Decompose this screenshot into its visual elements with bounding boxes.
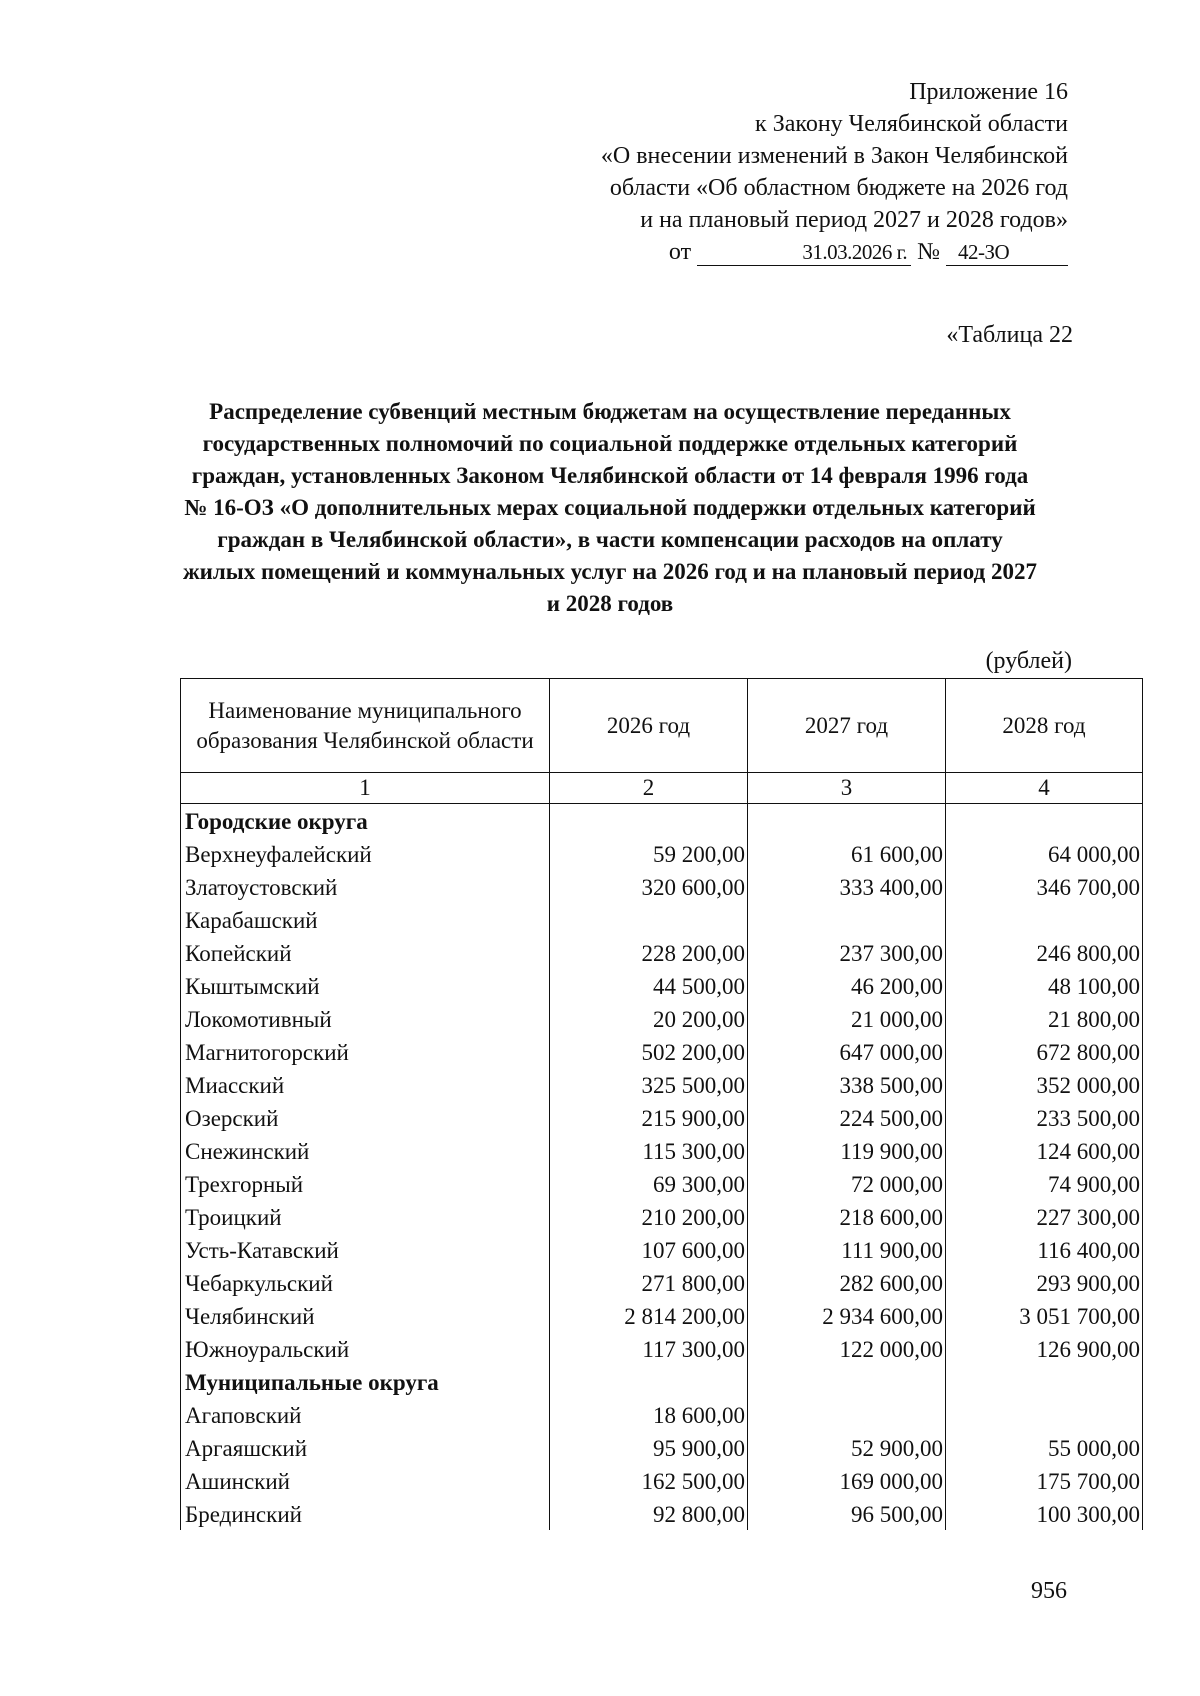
value-2026: 215 900,00 [550, 1101, 748, 1134]
municipality-name: Озерский [181, 1101, 550, 1134]
municipality-name: Чебаркульский [181, 1266, 550, 1299]
value-2026: 502 200,00 [550, 1035, 748, 1068]
municipality-name: Златоустовский [181, 870, 550, 903]
value-2026: 115 300,00 [550, 1134, 748, 1167]
value-2028 [946, 903, 1143, 936]
value-2028: 346 700,00 [946, 870, 1143, 903]
table-row [181, 1299, 1143, 1332]
value-2028: 126 900,00 [946, 1332, 1143, 1365]
value-2028: 227 300,00 [946, 1200, 1143, 1233]
municipality-name: Троицкий [181, 1200, 550, 1233]
value-2028: 352 000,00 [946, 1068, 1143, 1101]
value-2028: 64 000,00 [946, 837, 1143, 870]
value-2028: 48 100,00 [946, 969, 1143, 1002]
municipality-name: Брединский [181, 1497, 550, 1530]
law-reference: к Закону Челябинской области [755, 111, 1068, 137]
value-2027: 52 900,00 [748, 1431, 946, 1464]
value-2026: 271 800,00 [550, 1266, 748, 1299]
value-2026: 320 600,00 [550, 870, 748, 903]
value-2026: 44 500,00 [550, 969, 748, 1002]
document-title: Распределение субвенций местным бюджетам на осуществление переданных государственных полномочий по социальной поддержке отдельных категорий граждан, установленных Законом Челябинской области от 14 февраля 1996 года № 16-ОЗ «О дополнительных мерах социальной поддержки отдельных категорий граждан в Челябинской области», в части компенсации расходов на оплату жилых помещений и коммунальных услуг на 2026 год и на плановый период 2027 и 2028 годов [182, 399, 1038, 616]
value-2028: 74 900,00 [946, 1167, 1143, 1200]
law-title-line-1: «О внесении изменений в Закон Челябинской [600, 143, 1068, 169]
municipality-name: Копейский [181, 936, 550, 969]
column-number-row [181, 773, 1143, 804]
value-2027: 46 200,00 [748, 969, 946, 1002]
value-2028: 124 600,00 [946, 1134, 1143, 1167]
value-2027: 169 000,00 [748, 1464, 946, 1497]
value-2027: 72 000,00 [748, 1167, 946, 1200]
value-2028: 175 700,00 [946, 1464, 1143, 1497]
value-2026: 69 300,00 [550, 1167, 748, 1200]
municipality-name: Агаповский [181, 1398, 550, 1431]
value-2028: 233 500,00 [946, 1101, 1143, 1134]
table-row [181, 1266, 1143, 1299]
units-label: (рублей) [985, 648, 1072, 674]
column-number-1: 1 [181, 773, 550, 804]
table-row [181, 1497, 1143, 1530]
law-date-number-line [508, 236, 1068, 268]
table-row [181, 1101, 1143, 1134]
table-body [181, 804, 1143, 1531]
column-number-2: 2 [550, 773, 748, 804]
value-2026: 20 200,00 [550, 1002, 748, 1035]
section-title: Муниципальные округа [181, 1365, 550, 1398]
value-2027: 224 500,00 [748, 1101, 946, 1134]
value-2027: 2 934 600,00 [748, 1299, 946, 1332]
column-header-2027: 2027 год [748, 679, 946, 773]
table-row [181, 1398, 1143, 1431]
table-row [181, 870, 1143, 903]
municipality-name: Южноуральский [181, 1332, 550, 1365]
municipality-name: Карабашский [181, 903, 550, 936]
value-2027: 96 500,00 [748, 1497, 946, 1530]
table-row [181, 903, 1143, 936]
value-2026: 92 800,00 [550, 1497, 748, 1530]
column-header-municipality: Наименование муниципального образования Челябинской области [181, 679, 550, 773]
appendix-header [508, 76, 1068, 268]
table-row [181, 1431, 1143, 1464]
value-2027: 333 400,00 [748, 870, 946, 903]
value-2028: 55 000,00 [946, 1431, 1143, 1464]
municipality-name: Ашинский [181, 1464, 550, 1497]
municipality-name: Аргаяшский [181, 1431, 550, 1464]
law-title-line-3: и на плановый период 2027 и 2028 годов» [640, 207, 1068, 233]
table-row [181, 1167, 1143, 1200]
value-2026: 228 200,00 [550, 936, 748, 969]
value-2027: 119 900,00 [748, 1134, 946, 1167]
value-2027: 122 000,00 [748, 1332, 946, 1365]
section-header-row [181, 1365, 1143, 1398]
table-row [181, 837, 1143, 870]
column-header-2028: 2028 год [946, 679, 1143, 773]
table-row [181, 1200, 1143, 1233]
value-2027 [748, 903, 946, 936]
municipality-name: Верхнеуфалейский [181, 837, 550, 870]
table-row [181, 1068, 1143, 1101]
value-2026: 117 300,00 [550, 1332, 748, 1365]
law-number: 42-ЗО [946, 239, 1068, 266]
municipality-name: Усть-Катавский [181, 1233, 550, 1266]
municipality-name: Локомотивный [181, 1002, 550, 1035]
value-2026: 162 500,00 [550, 1464, 748, 1497]
value-2028: 21 800,00 [946, 1002, 1143, 1035]
value-2028: 246 800,00 [946, 936, 1143, 969]
table-row [181, 1332, 1143, 1365]
value-2026 [550, 1365, 748, 1398]
table-row [181, 969, 1143, 1002]
value-2027: 282 600,00 [748, 1266, 946, 1299]
value-2027 [748, 804, 946, 838]
value-2026: 18 600,00 [550, 1398, 748, 1431]
value-2028: 3 051 700,00 [946, 1299, 1143, 1332]
value-2027: 218 600,00 [748, 1200, 946, 1233]
appendix-number: Приложение 16 [909, 79, 1068, 105]
value-2027: 647 000,00 [748, 1035, 946, 1068]
table-row [181, 1002, 1143, 1035]
section-header-row [181, 804, 1143, 838]
table-header-row [181, 679, 1143, 773]
value-2028: 116 400,00 [946, 1233, 1143, 1266]
law-date: 31.03.2026 г. [697, 239, 911, 266]
table-row [181, 1134, 1143, 1167]
from-label: от [668, 239, 692, 265]
value-2026: 59 200,00 [550, 837, 748, 870]
value-2027: 61 600,00 [748, 837, 946, 870]
value-2027: 338 500,00 [748, 1068, 946, 1101]
table-row [181, 936, 1143, 969]
value-2026: 325 500,00 [550, 1068, 748, 1101]
page-number: 956 [1031, 1578, 1067, 1604]
value-2026: 2 814 200,00 [550, 1299, 748, 1332]
value-2027 [748, 1398, 946, 1431]
value-2026: 210 200,00 [550, 1200, 748, 1233]
value-2028 [946, 804, 1143, 838]
municipality-name: Кыштымский [181, 969, 550, 1002]
law-title-line-2: области «Об областном бюджете на 2026 год [609, 175, 1068, 201]
value-2028 [946, 1365, 1143, 1398]
value-2026: 107 600,00 [550, 1233, 748, 1266]
value-2026 [550, 804, 748, 838]
number-label: № [917, 239, 940, 265]
table-row [181, 1233, 1143, 1266]
value-2028: 293 900,00 [946, 1266, 1143, 1299]
value-2028 [946, 1398, 1143, 1431]
municipality-name: Челябинский [181, 1299, 550, 1332]
value-2027 [748, 1365, 946, 1398]
municipality-name: Снежинский [181, 1134, 550, 1167]
table-reference: «Таблица 22 [946, 322, 1073, 348]
subvention-table [180, 678, 1143, 1530]
value-2026 [550, 903, 748, 936]
value-2027: 111 900,00 [748, 1233, 946, 1266]
table-row [181, 1035, 1143, 1068]
column-header-2026: 2026 год [550, 679, 748, 773]
table-row [181, 1464, 1143, 1497]
municipality-name: Миасский [181, 1068, 550, 1101]
value-2027: 237 300,00 [748, 936, 946, 969]
section-title: Городские округа [181, 804, 550, 838]
value-2027: 21 000,00 [748, 1002, 946, 1035]
value-2028: 672 800,00 [946, 1035, 1143, 1068]
municipality-name: Трехгорный [181, 1167, 550, 1200]
value-2026: 95 900,00 [550, 1431, 748, 1464]
column-number-3: 3 [748, 773, 946, 804]
column-number-4: 4 [946, 773, 1143, 804]
municipality-name: Магнитогорский [181, 1035, 550, 1068]
value-2028: 100 300,00 [946, 1497, 1143, 1530]
